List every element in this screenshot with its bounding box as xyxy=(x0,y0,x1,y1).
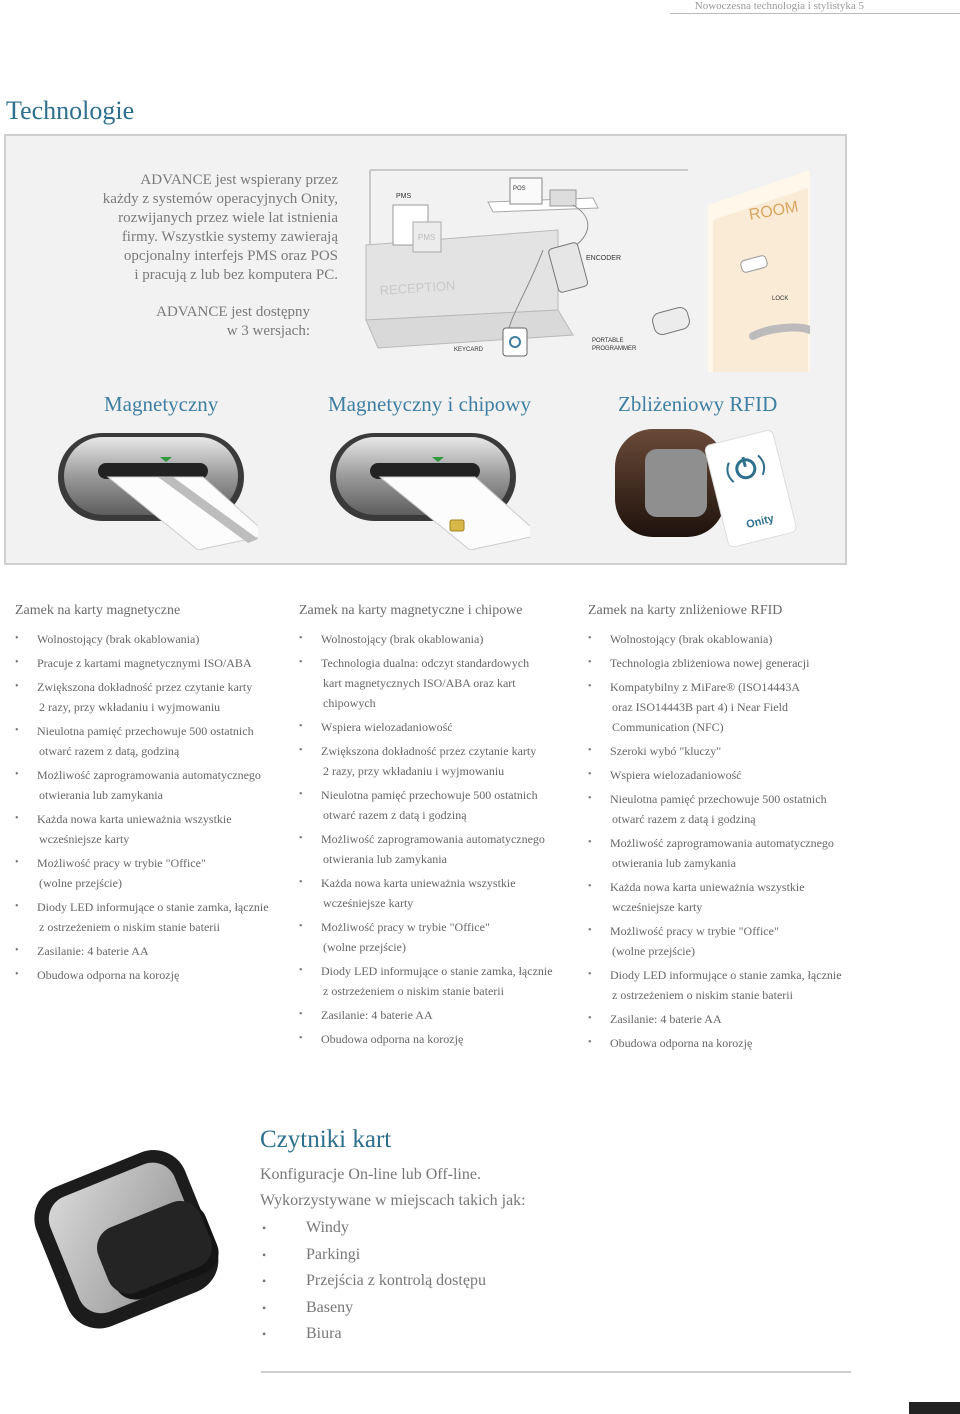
feature-item-line: • Każda nowa karta unieważnia wszystkie xyxy=(610,880,805,894)
intro-line: opcjonalny interfejs PMS oraz POS xyxy=(123,248,338,264)
feature-item-line: • Wolnostojący (brak okablowania) xyxy=(321,632,484,646)
feature-item-line: • Możliwość zaprogramowania automatycznego xyxy=(321,832,545,846)
feature-item-line: otwierania lub zamykania xyxy=(612,856,736,870)
feature-item xyxy=(299,961,553,1001)
feature-list xyxy=(588,629,842,1053)
pos-label: POS xyxy=(513,186,526,192)
magnetic-chip-reader-image xyxy=(330,425,530,550)
feature-item xyxy=(588,629,842,649)
feature-item-line: (wolne przejście) xyxy=(39,876,122,890)
column-magnetic xyxy=(15,603,269,989)
feature-item-line: • Technologia zbliżeniowa nowej generacji xyxy=(610,656,810,670)
page-title: Technologie xyxy=(6,96,135,125)
feature-item xyxy=(15,897,269,937)
feature-item xyxy=(299,741,553,781)
lock-label: LOCK xyxy=(772,296,789,302)
feature-item xyxy=(588,833,842,873)
intro-line: rozwijanych przez wiele lat istnienia xyxy=(118,210,338,226)
feature-item-line: z ostrzeżeniem o niskim stanie baterii xyxy=(39,920,220,934)
feature-item-line: • Wolnostojący (brak okablowania) xyxy=(610,632,773,646)
reception-label: RECEPTION xyxy=(379,277,456,298)
feature-item xyxy=(299,829,553,869)
feature-item-line: otwarć razem z datą i godziną xyxy=(612,812,756,826)
feature-item-line: z ostrzeżeniem o niskim stanie baterii xyxy=(612,988,793,1002)
feature-item-line: 2 razy, przy wkładaniu i wyjmowaniu xyxy=(323,764,505,778)
feature-item-line: • Kompatybilny z MiFare® (ISO14443A xyxy=(610,680,801,694)
feature-list xyxy=(299,629,553,1049)
encoder-label: ENCODER xyxy=(586,255,622,262)
column-magnetic-chip xyxy=(299,603,553,1053)
versions-intro-line: w 3 wersjach: xyxy=(226,323,310,339)
feature-item-line: • Każda nowa karta unieważnia wszystkie xyxy=(321,876,516,890)
feature-item-line: • Wspiera wielozadaniowość xyxy=(610,768,742,782)
feature-item-line: • Diody LED informujące o stanie zamka, łącznie xyxy=(321,964,553,978)
feature-item-line: • Obudowa odporna na korozję xyxy=(321,1032,464,1046)
feature-item xyxy=(15,853,269,893)
feature-item xyxy=(588,741,842,761)
feature-item-line: • Pracuje z kartami magnetycznymi ISO/ABA xyxy=(37,656,252,670)
version-magnetic: Magnetyczny xyxy=(104,392,219,416)
versions-intro xyxy=(86,303,310,341)
feature-item-line: Communication (NFC) xyxy=(612,720,724,734)
feature-item xyxy=(299,873,553,913)
feature-item-line: • Możliwość zaprogramowania automatycznego xyxy=(610,836,834,850)
portable-label-2: PROGRAMMER xyxy=(592,346,637,352)
column-title: Zamek na karty znliżeniowe RFID xyxy=(588,603,783,618)
feature-item-line: • Zasilanie: 4 baterie AA xyxy=(610,1012,722,1026)
column-rfid xyxy=(588,603,842,1057)
feature-item-line: z ostrzeżeniem o niskim stanie baterii xyxy=(323,984,504,998)
versions-intro-line: ADVANCE jest dostępny xyxy=(156,304,310,320)
feature-item xyxy=(299,653,553,713)
feature-item-line: • Diody LED informujące o stanie zamka, łącznie xyxy=(37,900,269,914)
card-readers-line-1: Konfiguracje On-line lub Off-line. xyxy=(260,1166,481,1183)
pms-screen-label: PMS xyxy=(418,233,436,242)
feature-item-line: • Zasilanie: 4 baterie AA xyxy=(321,1008,433,1022)
feature-item-line: • Możliwość pracy w trybie "Office" xyxy=(321,920,490,934)
feature-item-line: • Wspiera wielozadaniowość xyxy=(321,720,453,734)
place-item: • Biura xyxy=(260,1321,486,1348)
feature-item xyxy=(15,765,269,805)
feature-item-line: (wolne przejście) xyxy=(612,944,695,958)
feature-item xyxy=(299,629,553,649)
feature-item-line: • Możliwość zaprogramowania automatycznego xyxy=(37,768,261,782)
feature-item xyxy=(588,789,842,829)
feature-item-line: otwarć razem z datą i godziną xyxy=(323,808,467,822)
place-item: • Baseny xyxy=(260,1295,486,1322)
feature-item xyxy=(15,677,269,717)
column-title: Zamek na karty magnetyczne xyxy=(15,603,181,618)
footer-rule xyxy=(261,1371,851,1373)
feature-item xyxy=(299,785,553,825)
feature-item xyxy=(588,1009,842,1029)
intro-line: firmy. Wszystkie systemy zawierają xyxy=(121,229,338,245)
feature-item-line: • Możliwość pracy w trybie "Office" xyxy=(37,856,206,870)
keycard-label: KEYCARD xyxy=(454,347,484,353)
feature-item-line: • Nieulotna pamięć przechowuje 500 ostatnich xyxy=(610,792,827,806)
feature-item-line: • Obudowa odporna na korozję xyxy=(37,968,180,982)
feature-item-line: • Zwiększona dokładność przez czytanie karty xyxy=(321,744,537,758)
feature-item-line: (wolne przejście) xyxy=(323,940,406,954)
feature-item xyxy=(15,965,269,985)
place-item: • Parkingi xyxy=(260,1242,486,1269)
rfid-reader-image xyxy=(615,425,805,550)
feature-item xyxy=(588,877,842,917)
feature-item xyxy=(588,653,842,673)
card-readers-title: Czytniki kart xyxy=(260,1126,392,1153)
feature-item-line: • Szeroki wybó "kluczy" xyxy=(610,744,722,758)
feature-item xyxy=(299,1029,553,1049)
version-rfid: Zbliżeniowy RFID xyxy=(618,392,778,416)
places-list xyxy=(260,1215,486,1348)
feature-item-line: otwierania lub zamykania xyxy=(323,852,447,866)
pms-label: PMS xyxy=(396,193,412,200)
feature-list xyxy=(15,629,269,985)
system-diagram xyxy=(358,160,810,372)
card-reader-photo xyxy=(26,1132,236,1332)
place-item: • Przejścia z kontrolą dostępu xyxy=(260,1268,486,1295)
feature-item-line: chipowych xyxy=(323,696,376,710)
feature-item-line: • Nieulotna pamięć przechowuje 500 ostatnich xyxy=(37,724,254,738)
feature-item-line: • Diody LED informujące o stanie zamka, łącznie xyxy=(610,968,842,982)
feature-item-line: otwarć razem z datą, godziną xyxy=(39,744,180,758)
feature-item xyxy=(299,1005,553,1025)
rfid-card-logo: Onity xyxy=(745,512,776,532)
feature-item-line: oraz ISO14443B part 4) i Near Field xyxy=(612,700,788,714)
feature-item-line: • Nieulotna pamięć przechowuje 500 ostatnich xyxy=(321,788,538,802)
feature-item-line: 2 razy, przy wkładaniu i wyjmowaniu xyxy=(39,700,221,714)
intro-line: i pracują z lub bez komputera PC. xyxy=(134,267,338,283)
room-label: ROOM xyxy=(747,198,800,224)
feature-item-line: • Technologia dualna: odczyt standardowych xyxy=(321,656,530,670)
column-title: Zamek na karty magnetyczne i chipowe xyxy=(299,603,523,618)
header-rule xyxy=(670,13,960,14)
intro-line: każdy z systemów operacyjnych Onity, xyxy=(102,191,338,207)
version-magnetic-chip: Magnetyczny i chipowy xyxy=(328,392,531,416)
feature-item-line: wcześniejsze karty xyxy=(612,900,703,914)
place-item: • Windy xyxy=(260,1215,486,1242)
feature-item xyxy=(588,1033,842,1053)
feature-item-line: • Zwiększona dokładność przez czytanie karty xyxy=(37,680,253,694)
feature-item-line: kart magnetycznych ISO/ABA oraz kart xyxy=(323,676,516,690)
feature-item xyxy=(299,917,553,957)
feature-item xyxy=(588,965,842,1005)
intro-line: ADVANCE jest wspierany przez xyxy=(140,172,338,188)
feature-item xyxy=(588,921,842,961)
feature-item xyxy=(15,941,269,961)
feature-item-line: • Obudowa odporna na korozję xyxy=(610,1036,753,1050)
corner-block xyxy=(909,1402,960,1414)
intro-text xyxy=(86,171,338,285)
feature-item-line: • Zasilanie: 4 baterie AA xyxy=(37,944,149,958)
magnetic-reader-image xyxy=(58,425,258,550)
running-header: Nowoczesna technologia i stylistyka 5 xyxy=(694,0,864,12)
feature-item-line: • Wolnostojący (brak okablowania) xyxy=(37,632,200,646)
card-readers-line-2: Wykorzystywane w miejscach takich jak: xyxy=(260,1192,526,1209)
feature-item xyxy=(15,809,269,849)
portable-label-1: PORTABLE xyxy=(592,338,624,344)
feature-item-line: wcześniejsze karty xyxy=(323,896,414,910)
feature-item xyxy=(15,721,269,761)
feature-item xyxy=(588,765,842,785)
feature-item xyxy=(299,717,553,737)
feature-item xyxy=(15,629,269,649)
feature-item xyxy=(588,677,842,737)
feature-item-line: • Każda nowa karta unieważnia wszystkie xyxy=(37,812,232,826)
feature-item xyxy=(15,653,269,673)
feature-item-line: • Możliwość pracy w trybie "Office" xyxy=(610,924,779,938)
feature-item-line: otwierania lub zamykania xyxy=(39,788,163,802)
feature-item-line: wcześniejsze karty xyxy=(39,832,130,846)
